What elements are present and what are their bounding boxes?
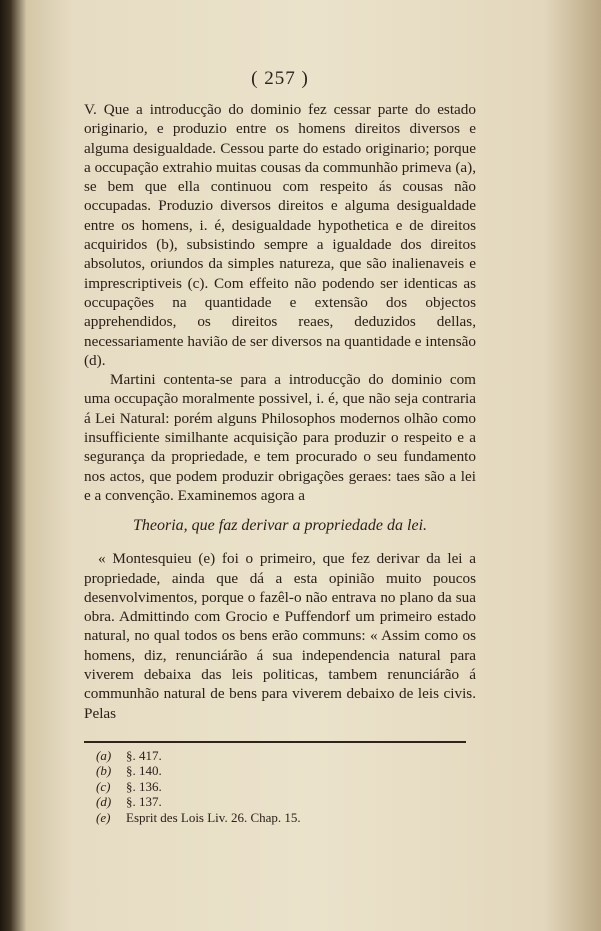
footnote: (e) Esprit des Lois Liv. 26. Chap. 15. <box>96 809 301 825</box>
footnote: (b) §. 140. <box>96 763 162 779</box>
paragraph-3-text: « Montesquieu (e) foi o primeiro, que fez derivar da lei a propriedade, ainda que dá a esta opinião muito poucos desenvolvimentos, porque o fazêl-o não entrava no plano da sua obra. Admittindo com Grocio e Puffendorf um primeiro estado natural, no qual todos os bens erão communs: « Assim como os homens, diz, renunciárão á sua independencia natural para viverem debaixa das leis politicas, tambem renunciárão á communhão natural de bens para viverem debaixo de leis civis. Pelas <box>84 550 476 722</box>
paragraph-3 <box>84 549 476 723</box>
footnote: (c) §. 136. <box>96 778 162 794</box>
footnote-divider <box>84 741 466 743</box>
page-number: ( 257 ) <box>251 68 309 89</box>
section-title: Theoria, que faz derivar a propriedade da lei. <box>132 517 428 535</box>
main-text <box>84 68 476 723</box>
paragraph-1: V. Que a introducção do dominio fez cessar parte do estado originario, e produzio entre os homens direitos diversos e alguma desigualdade. Cessou parte do estado originario; porque a occupação extrahio muitas cousas da communhão primeva (a), se bem que ella continuou com respeito ás cousas não occupadas. Produzio diversos direitos e alguma desigualdade entre os homens, i. é, desigualdade hypothetica e de direitos acquiridos (b), subsistindo sempre a igualdade dos direitos absolutos, oriundos da simples natureza, que são inalienaveis e imprescriptiveis (c). Com effeito não podendo ser identicas as occupações na quantidade e extensão dos objectos apprehendidos, os direitos reaes, deduzidos dellas, necessariamente havião de ser diversos na quantidade e intensão (d). <box>84 101 476 369</box>
footnote: (a) §. 417. <box>96 748 162 763</box>
paragraph-2-text: Martini contenta-se para a introducção do dominio com uma occupação moralmente possivel, i. é, que não seja contraria á Lei Natural: porém alguns Philosophos modernos olhão como insufficiente similhante acquisição para produzir o respeito e a segurança da propriedade, e tem procurado o seu fundamento nos actos, que podem produzir obrigações geraes: taes são a lei e a convenção. Examinemos agora a <box>84 371 476 504</box>
previous-page-edge <box>0 0 26 931</box>
footnotes <box>96 748 456 825</box>
paragraph-2 <box>84 370 476 505</box>
footnote: (d) §. 137. <box>96 794 162 810</box>
